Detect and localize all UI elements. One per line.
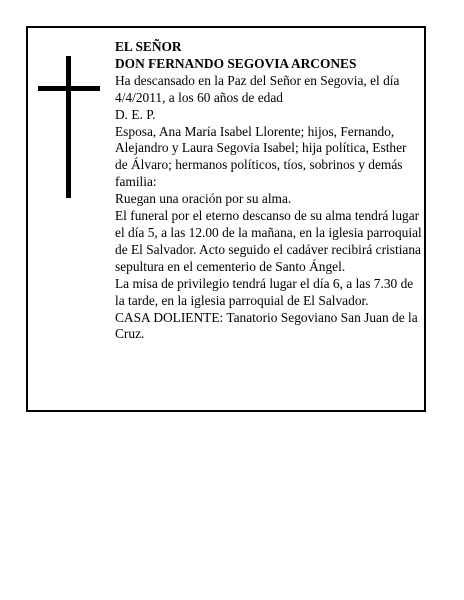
family-list: Esposa, Ana María Isabel Llorente; hijos, Fernando, Alejandro y Laura Segovia Isabel; hija política, Esther de Álvaro; hermanos políticos, tíos, sobrinos y demás familia: <box>115 123 407 190</box>
death-announcement: Ha descansado en la Paz del Señor en Segovia, el día 4/4/2011, a los 60 años de edad <box>115 72 400 105</box>
deceased-name: DON FERNANDO SEGOVIA ARCONES <box>115 55 357 71</box>
obituary-notice <box>26 26 426 412</box>
notice-title: EL SEÑOR <box>115 39 182 54</box>
mourning-house: CASA DOLIENTE: Tanatorio Segoviano San Juan de la Cruz. <box>115 309 418 342</box>
notice-text <box>115 39 422 343</box>
mass-details: La misa de privilegio tendrá lugar el día 6, a las 7.30 de la tarde, en la iglesia parroquial de El Salvador. <box>115 275 414 308</box>
prayer-request: Ruegan una oración por su alma. <box>115 191 292 207</box>
cross-icon <box>38 56 100 198</box>
rip-abbreviation: D. E. P. <box>115 106 156 122</box>
funeral-details: El funeral por el eterno descanso de su alma tendrá lugar el día 5, a las 12.00 de la mañana, en la iglesia parroquial de El Salvador. Acto seguido el cadáver recibirá cristiana sepultura en el cementerio de Santo Ángel. <box>115 208 422 274</box>
